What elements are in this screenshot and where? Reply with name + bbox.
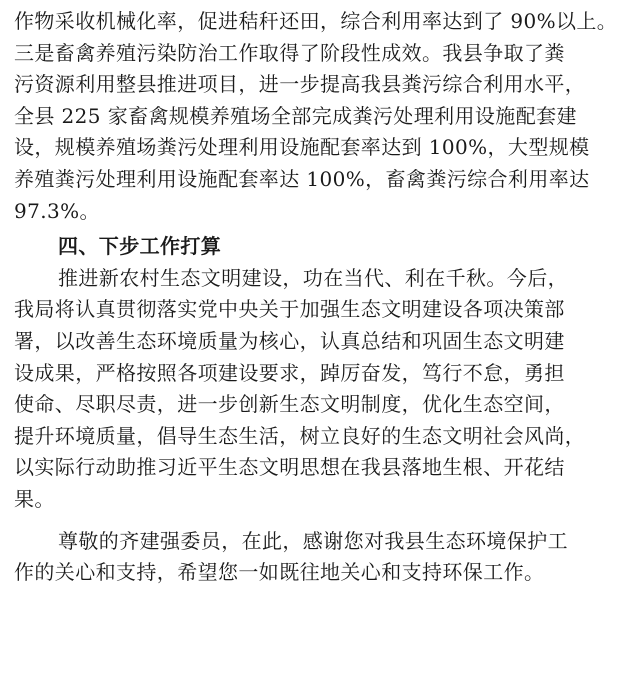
text-line: 设，规模养殖场粪污处理利用设施配套率达到 100%，大型规模 (14, 135, 590, 160)
text-line: 全县 225 家畜禽规模养殖场全部完成粪污处理利用设施配套建 (14, 103, 577, 128)
text-line: 推进新农村生态文明建设，功在当代、利在千秋。今后， (58, 265, 568, 290)
text-line: 三是畜禽养殖污染防治工作取得了阶段性成效。我县争取了粪 (14, 40, 565, 65)
text-line: 使命、尽职尽责，进一步创新生态文明制度，优化生态空间， (14, 392, 565, 417)
paragraph-spacer (14, 516, 620, 526)
text-line: 果。 (14, 486, 55, 511)
text-line: 作的关心和支持，希望您一如既往地关心和支持环保工作。 (14, 560, 545, 585)
text-line: 尊敬的齐建强委员，在此，感谢您对我县生态环境保护工 (58, 528, 568, 553)
text-line: 养殖粪污处理利用设施配套率达 100%，畜禽粪污综合利用率达 (14, 166, 590, 191)
text-line: 设成果，严格按照各项建设要求，踔厉奋发，笃行不怠，勇担 (14, 360, 565, 385)
text-line: 作物采收机械化率，促进秸秆还田，综合利用率达到了 90%以上。 (14, 9, 618, 33)
text-line: 以实际行动助推习近平生态文明思想在我县落地生根、开花结 (14, 455, 565, 480)
text-line: 署，以改善生态环境质量为核心，认真总结和巩固生态文明建 (14, 328, 565, 353)
text-line: 污资源利用整县推进项目，进一步提高我县粪污综合利用水平， (14, 72, 586, 97)
text-line: 97.3%。 (14, 198, 100, 223)
text-line: 提升环境质量，倡导生态生活，树立良好的生态文明社会风尚， (14, 423, 586, 448)
text-line: 我局将认真贯彻落实党中央关于加强生态文明建设各项决策部 (14, 297, 565, 322)
section-heading: 四、下步工作打算 (58, 234, 222, 259)
